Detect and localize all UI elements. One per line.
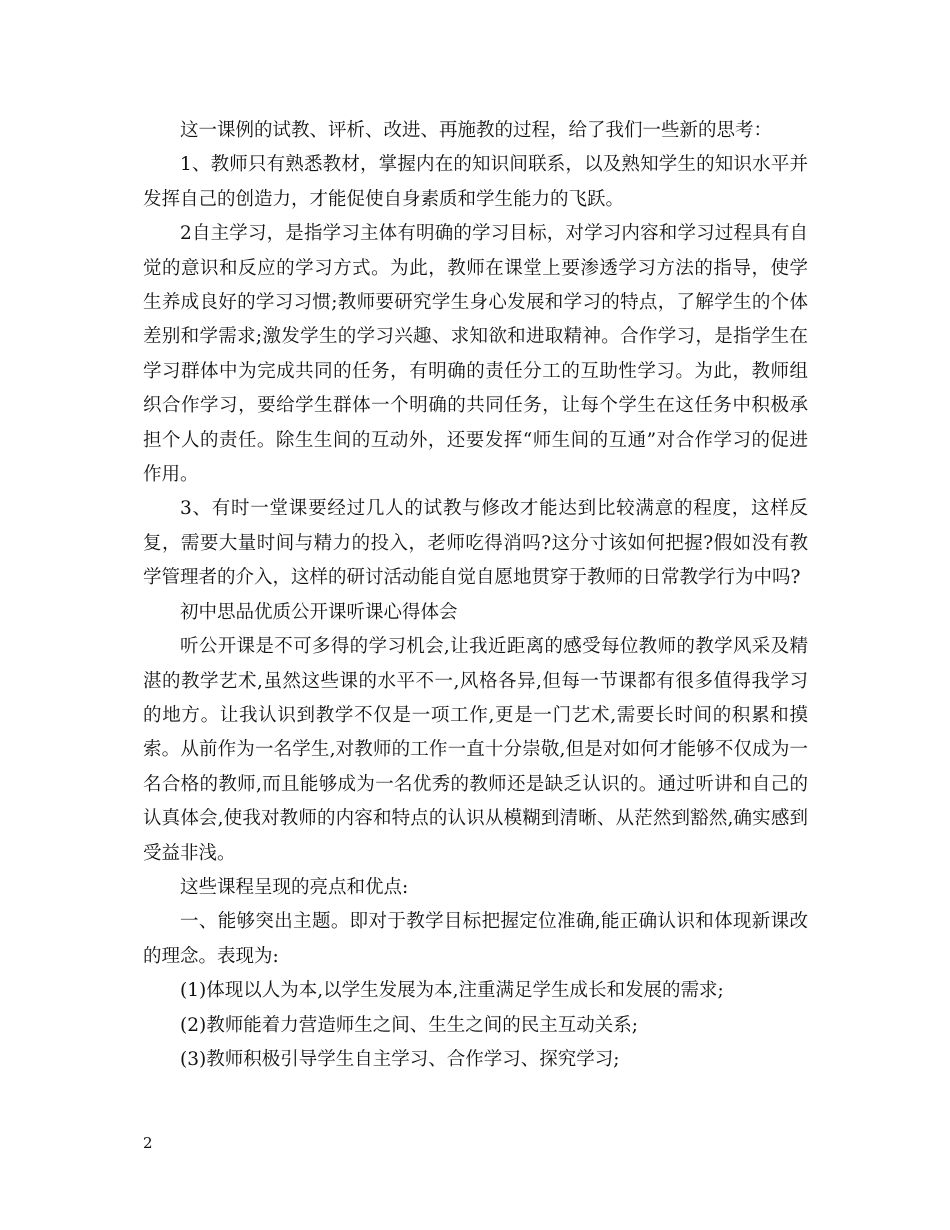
document-body [143,114,808,1077]
paragraph-intro: 这一课例的试教、评析、改进、再施教的过程，给了我们一些新的思考： [180,120,773,141]
paragraph-highlights-intro: 这些课程呈现的亮点和优点: [180,876,409,898]
paragraph-point-3: 3、有时一堂课要经过几人的试教与修改才能达到比较满意的程度，这样反复，需要大量时间与精力的投入，老师吃得消吗?这分寸该如何把握?假如没有教学管理者的介入，这样的研讨活动能自觉自愿地贯穿于教师的日常教学行为中吗? [143,498,808,589]
paragraph-reflection: 听公开课是不可多得的学习机会,让我近距离的感受每位教师的教学风采及精湛的教学艺术,虽然这些课的水平不一,风格各异,但每一节课都有很多值得我学习的地方。让我认识到教学不仅是一项工作,更是一门艺术,需要长时间的积累和摸索。从前作为一名学生,对教师的工作一直十分崇敬,但是对如何才能够不仅成为一名合格的教师,而且能够成为一名优秀的教师还是缺乏认识的。通过听讲和自己的认真体会,使我对教师的内容和特点的认识从模糊到清晰、从茫然到豁然,确实感到受益非浅。 [143,636,808,864]
section-heading: 初中思品优质公开课听课心得体会 [180,601,458,623]
paragraph-point-1: 1、教师只有熟悉教材，掌握内在的知识间联系，以及熟知学生的知识水平并发挥自己的创造力，才能促使自身素质和学生能力的飞跃。 [143,154,808,210]
paragraph-highlight-1: 一、能够突出主题。即对于教学目标把握定位准确,能正确认识和体现新课改的理念。表现为: [143,911,808,967]
list-item: (3)教师积极引导学生自主学习、合作学习、探究学习; [180,1048,620,1070]
paragraph-point-2: 2自主学习，是指学习主体有明确的学习目标，对学习内容和学习过程具有自觉的意识和反应的学习方式。为此，教师在课堂上要渗透学习方法的指导，使学生养成良好的学习习惯;教师要研究学生身心发展和学习的特点，了解学生的个体差别和学需求;激发学生的学习兴趣、求知欲和进取精神。合作学习，是指学生在学习群体中为完成共同的任务，有明确的责任分工的互助性学习。为此，教师组织合作学习，要给学生群体一个明确的共同任务，让每个学生在这任务中积极承担个人的责任。除生生间的互动外，还要发挥“师生间的互通”对合作学习的促进作用。 [143,223,808,486]
list-item: (2)教师能着力营造师生之间、生生之间的民主互动关系; [180,1014,638,1036]
list-item: (1)体现以人为本,以学生发展为本,注重满足学生成长和发展的需求; [180,980,724,1002]
page-number: 2 [143,1134,153,1152]
